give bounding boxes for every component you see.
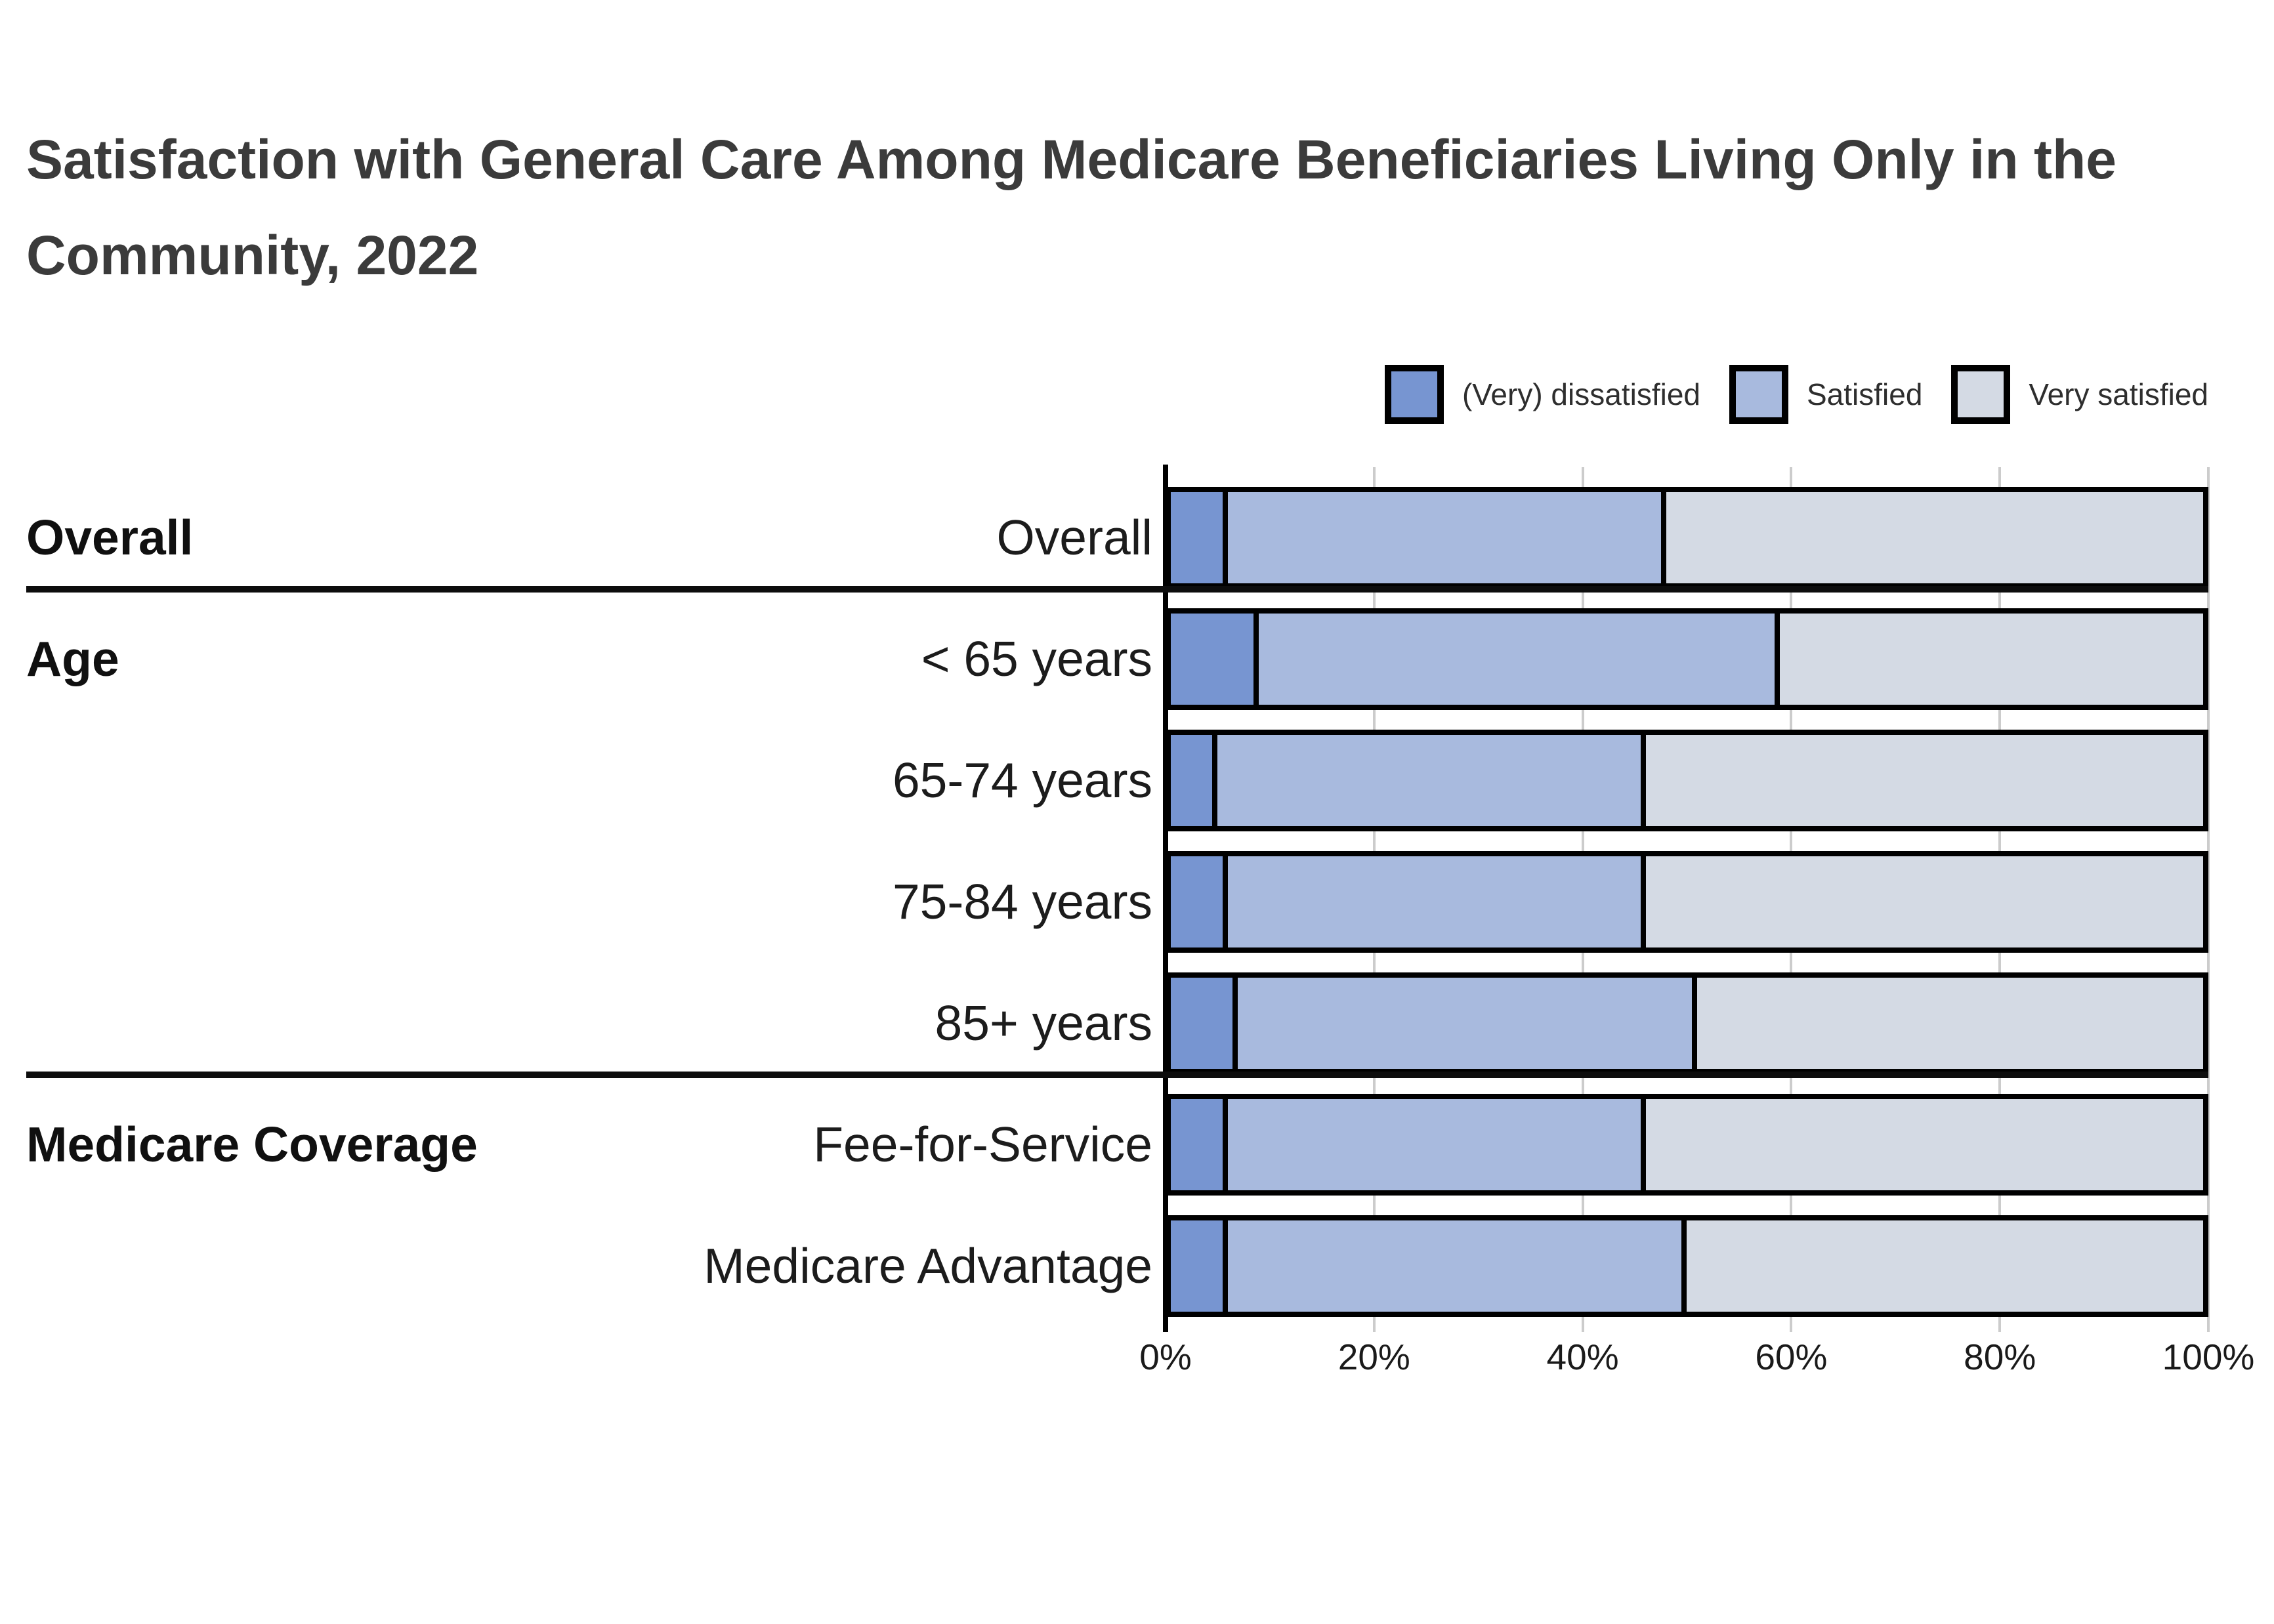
bar-segment-very-dissatisfied [1171, 735, 1212, 826]
legend-label-very-satisfied: Very satisfied [2029, 377, 2208, 411]
bar-segment-satisfied [1223, 1220, 1687, 1312]
x-tick-label: 0% [1139, 1337, 1192, 1377]
row-label: 85+ years [935, 995, 1152, 1051]
bar-segment-very-satisfied [1697, 978, 2203, 1069]
chart-title-line2: Community, 2022 [26, 224, 479, 286]
bar-segment-satisfied [1232, 978, 1697, 1069]
bar-segment-very-satisfied [1666, 492, 2203, 583]
x-tick-label: 100% [2162, 1337, 2255, 1377]
chart-title-line1: Satisfaction with General Care Among Medicare Beneficiaries Living Only in the [26, 129, 2117, 190]
group-separator [26, 1072, 2208, 1078]
bar-segment-very-satisfied [1646, 856, 2203, 947]
row-label: < 65 years [921, 631, 1152, 686]
row-label: 65-74 years [892, 753, 1152, 808]
stacked-bar [1166, 1094, 2208, 1196]
bar-segment-satisfied [1212, 735, 1646, 826]
stacked-bar [1166, 1215, 2208, 1317]
bar-segment-very-dissatisfied [1171, 1099, 1223, 1190]
legend-label-very-dissatisfied: (Very) dissatisfied [1462, 377, 1700, 411]
bar-segment-very-dissatisfied [1171, 978, 1232, 1069]
group-label-medicare-coverage: Medicare Coverage [26, 1117, 478, 1172]
bar-segment-very-dissatisfied [1171, 492, 1223, 583]
group-separator [26, 586, 2208, 593]
bar-segment-satisfied [1223, 1099, 1646, 1190]
bar-segment-very-satisfied [1646, 735, 2203, 826]
stacked-bar [1166, 608, 2208, 710]
row-label: Medicare Advantage [704, 1238, 1152, 1293]
row-label: Fee-for-Service [813, 1117, 1152, 1172]
bar-segment-satisfied [1223, 492, 1666, 583]
bar-segment-very-satisfied [1687, 1220, 2203, 1312]
bar-segment-very-satisfied [1646, 1099, 2203, 1190]
stacked-bar [1166, 730, 2208, 831]
x-tick-label: 60% [1755, 1337, 1828, 1377]
bar-segment-very-dissatisfied [1171, 614, 1253, 705]
legend-label-satisfied: Satisfied [1806, 377, 1923, 411]
x-tick-label: 80% [1964, 1337, 2036, 1377]
bar-segment-satisfied [1223, 856, 1646, 947]
group-label-overall: Overall [26, 510, 194, 565]
stacked-bar [1166, 851, 2208, 953]
stacked-bar [1166, 972, 2208, 1074]
group-label-age: Age [26, 631, 119, 686]
x-tick-label: 40% [1546, 1337, 1619, 1377]
bar-segment-satisfied [1253, 614, 1780, 705]
row-label: 75-84 years [892, 874, 1152, 929]
bar-segment-very-dissatisfied [1171, 1220, 1223, 1312]
bar-segment-very-dissatisfied [1171, 856, 1223, 947]
bar-segment-very-satisfied [1780, 614, 2203, 705]
stacked-bar [1166, 487, 2208, 589]
row-label: Overall [996, 510, 1152, 565]
x-tick-label: 20% [1337, 1337, 1410, 1377]
